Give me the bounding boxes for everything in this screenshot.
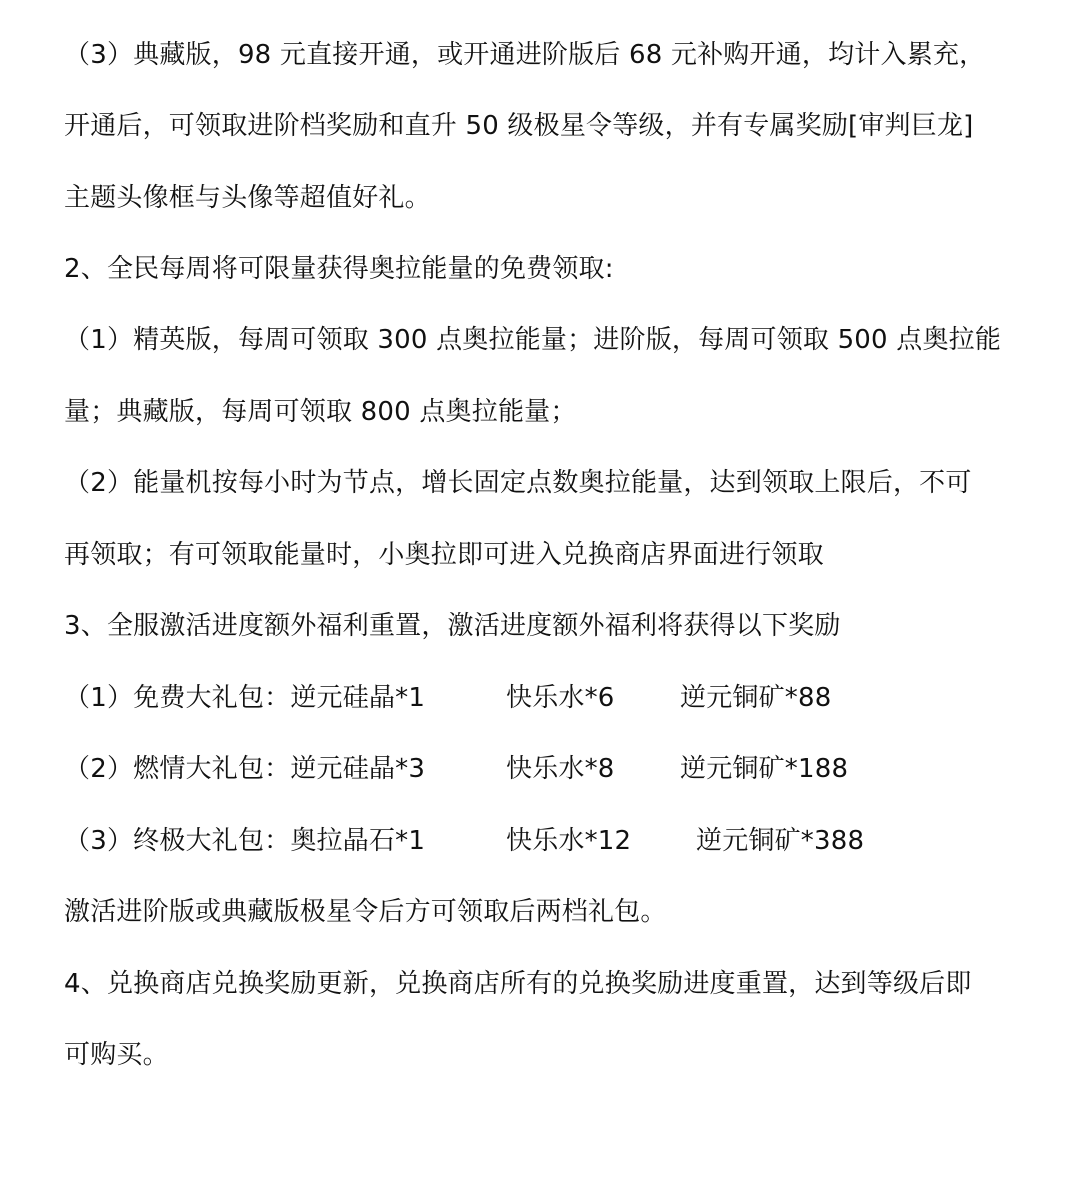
- text-line: 主题头像框与头像等超值好礼。: [64, 183, 431, 213]
- text-line: （3）典藏版，98 元直接开通，或开通进阶版后 68 元补购开通，均计入累充，: [64, 40, 986, 70]
- gift-item: 快乐水*8: [506, 754, 615, 784]
- text-line: 3、全服激活进度额外福利重置，激活进度额外福利将获得以下奖励: [64, 611, 841, 641]
- text-line: 可购买。: [64, 1040, 169, 1070]
- text-line: 4、兑换商店兑换奖励更新，兑换商店所有的兑换奖励进度重置，达到等级后即: [64, 969, 972, 999]
- text-line: 量；典藏版，每周可领取 800 点奥拉能量；: [64, 397, 577, 427]
- gift-item: 快乐水*6: [506, 683, 615, 713]
- gift-row: [64, 824, 1024, 858]
- text-line: （1）精英版，每周可领取 300 点奥拉能量；进阶版，每周可领取 500 点奥拉能: [64, 325, 1002, 355]
- gift-item: 快乐水*12: [506, 826, 632, 856]
- gift-name: （3）终极大礼包：奥拉晶石*1: [64, 826, 426, 856]
- text-line: 2、全民每周将可限量获得奥拉能量的免费领取:: [64, 254, 614, 284]
- gift-item: 逆元铜矿*388: [696, 826, 865, 856]
- text-line: 开通后，可领取进阶档奖励和直升 50 级极星令等级，并有专属奖励[审判巨龙]: [64, 111, 974, 141]
- gift-row: [64, 681, 1024, 715]
- gift-name: （2）燃情大礼包：逆元硅晶*3: [64, 754, 426, 784]
- text-line: （2）能量机按每小时为节点，增长固定点数奥拉能量，达到领取上限后，不可: [64, 468, 972, 498]
- gift-row: [64, 752, 1024, 786]
- gift-name: （1）免费大礼包：逆元硅晶*1: [64, 683, 426, 713]
- text-line: 再领取；有可领取能量时，小奥拉即可进入兑换商店界面进行领取: [64, 540, 824, 570]
- gift-item: 逆元铜矿*188: [680, 754, 849, 784]
- gift-item: 逆元铜矿*88: [680, 683, 832, 713]
- text-line: 激活进阶版或典藏版极星令后方可领取后两档礼包。: [64, 897, 667, 927]
